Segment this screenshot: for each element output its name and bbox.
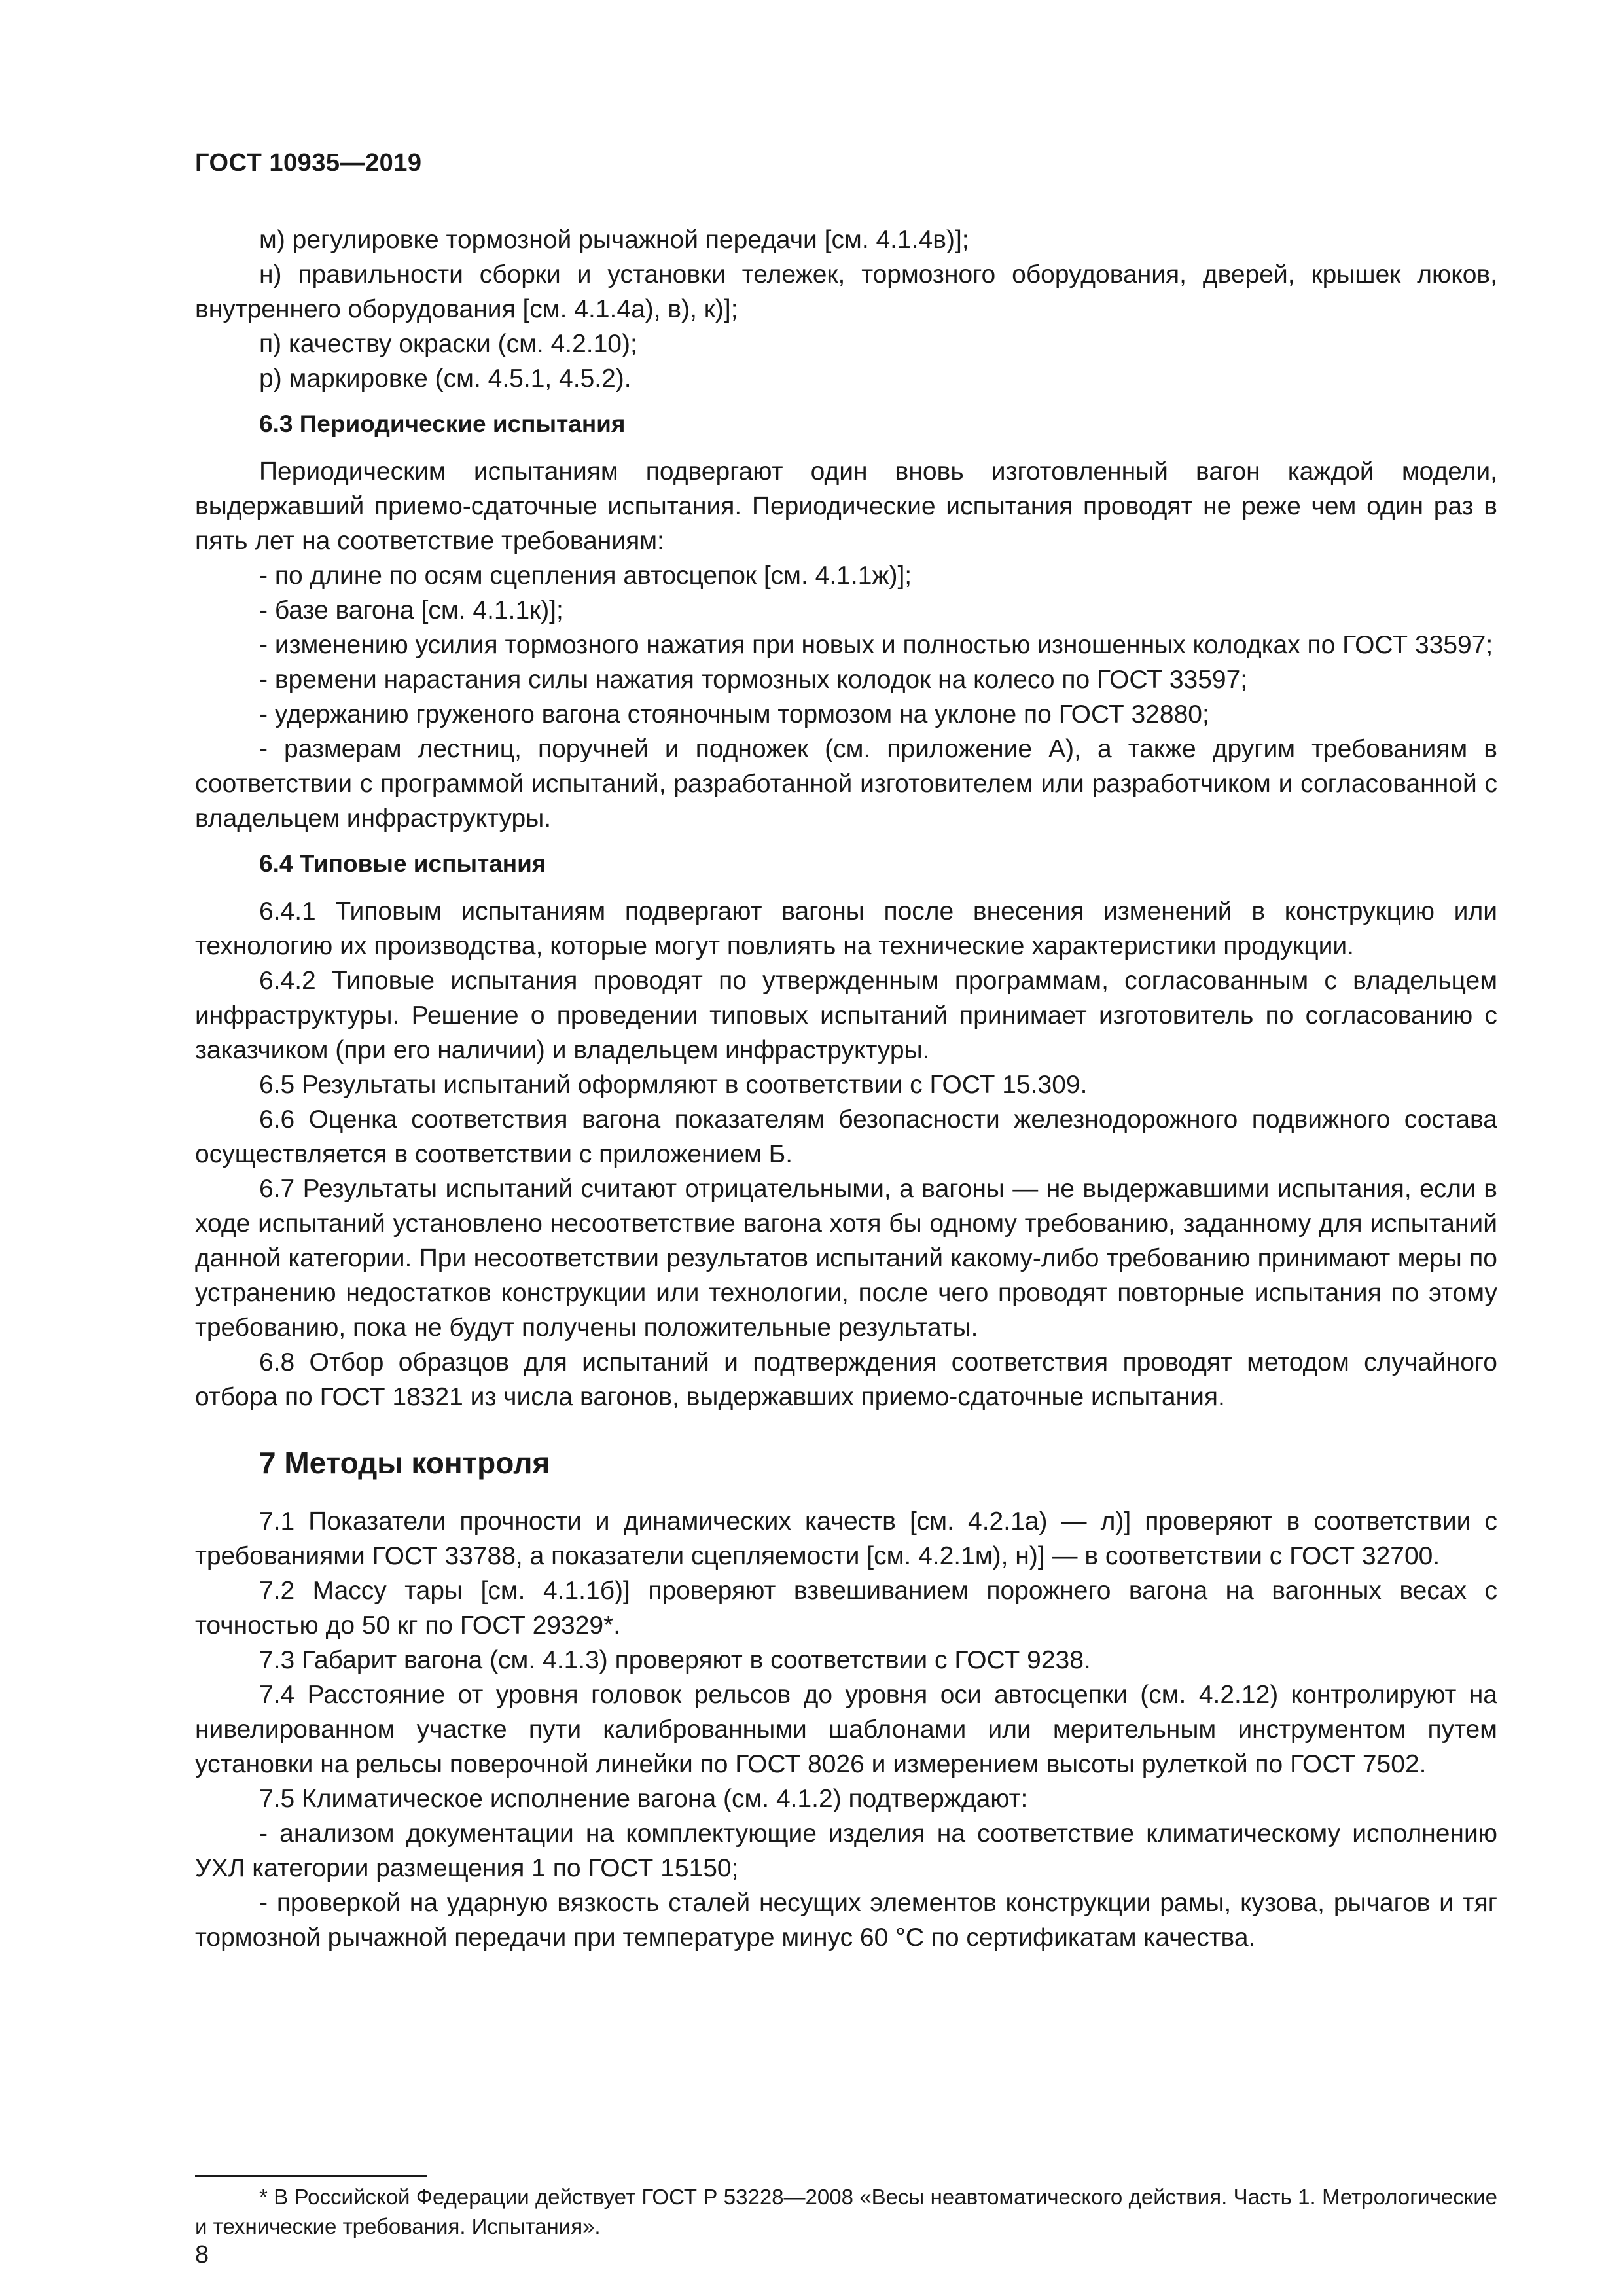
paragraph: 7.3 Габарит вагона (см. 4.1.3) проверяют в соответствии с ГОСТ 9238. [259, 1646, 1091, 1674]
section-heading: 6.3 Периодические испытания [259, 410, 626, 437]
paragraph: 7.2 Массу тары [см. 4.1.1б)] проверяют взвешиванием порожнего вагона на вагонных весах с точностью до 50 кг по ГОСТ 29329*. [195, 1577, 1497, 1640]
paragraph: - времени нарастания силы нажатия тормозных колодок на колесо по ГОСТ 33597; [259, 666, 1248, 694]
paragraph: - размерам лестниц, поручней и подножек (см. приложение А), а также другим требованиям в соответствии с программой испытаний, разработанной изготовителем или разработчиком и согласованной с владельцем инфраструктуры. [195, 735, 1497, 833]
page-number: 8 [195, 2241, 209, 2269]
paragraph: 6.8 Отбор образцов для испытаний и подтверждения соответствия проводят методом случайного отбора по ГОСТ 18321 из числа вагонов, выдержавших приемо-сдаточные испытания. [195, 1348, 1497, 1411]
paragraph: 6.7 Результаты испытаний считают отрицательными, а вагоны — не выдержавшими испытания, если в ходе испытаний установлено несоответствие вагона хотя бы одному требованию, заданному для испытаний данной категории. При несоответствии результатов испытаний какому-либо требованию принимают меры по устранению недостатков конструкции или технологии, после чего проводят повторные испытания по этому требованию, пока не будут получены положительные результаты. [195, 1175, 1497, 1342]
paragraph: - базе вагона [см. 4.1.1к)]; [259, 596, 563, 624]
footnote [195, 2182, 1497, 2241]
paragraph: - анализом документации на комплектующие изделия на соответствие климатическому исполнению УХЛ категории размещения 1 по ГОСТ 15150; [195, 1820, 1497, 1882]
footnote-separator [195, 2175, 427, 2177]
paragraph: - изменению усилия тормозного нажатия при новых и полностью изношенных колодках по ГОСТ 33597; [259, 631, 1493, 659]
paragraph: 6.6 Оценка соответствия вагона показателям безопасности железнодорожного подвижного состава осуществляется в соответствии с приложением Б. [195, 1105, 1497, 1168]
section-heading: 6.4 Типовые испытания [259, 850, 546, 877]
paragraph: - проверкой на ударную вязкость сталей несущих элементов конструкции рамы, кузова, рычагов и тяг тормозной рычажной передачи при температуре минус 60 °С по сертификатам качества. [195, 1889, 1497, 1952]
footnote-text: * В Российской Федерации действует ГОСТ Р 53228—2008 «Весы неавтоматического действия. Часть 1. Метрологические и технические требования. Испытания». [195, 2185, 1497, 2238]
paragraph: 7.5 Климатическое исполнение вагона (см. 4.1.2) подтверждают: [259, 1785, 1028, 1813]
paragraph: 6.5 Результаты испытаний оформляют в соответствии с ГОСТ 15.309. [259, 1071, 1088, 1099]
document-header: ГОСТ 10935—2019 [195, 149, 422, 177]
paragraph: 7.4 Расстояние от уровня головок рельсов до уровня оси автосцепки (см. 4.2.12) контролируют на нивелированном участке пути калиброванными шаблонами или мерительным инструментом путем установки на рельсы поверочной линейки по ГОСТ 8026 и измерением высоты рулеткой по ГОСТ 7502. [195, 1681, 1497, 1778]
paragraph: 6.4.1 Типовым испытаниям подвергают вагоны после внесения изменений в конструкцию или технологию их производства, которые могут повлиять на технические характеристики продукции. [195, 897, 1497, 960]
document-body [195, 223, 1497, 1955]
paragraph: н) правильности сборки и установки тележек, тормозного оборудования, дверей, крышек люков, внутреннего оборудования [см. 4.1.4а), в), к)]; [195, 260, 1497, 323]
paragraph: м) регулировке тормозной рычажной передачи [см. 4.1.4в)]; [259, 226, 969, 254]
chapter-heading: 7 Методы контроля [259, 1446, 550, 1480]
paragraph: р) маркировке (см. 4.5.1, 4.5.2). [259, 365, 632, 393]
paragraph: - по длине по осям сцепления автосцепок [см. 4.1.1ж)]; [259, 562, 912, 590]
paragraph: - удержанию груженого вагона стояночным тормозом на уклоне по ГОСТ 32880; [259, 700, 1209, 728]
paragraph: п) качеству окраски (см. 4.2.10); [259, 330, 637, 358]
paragraph: Периодическим испытаниям подвергают один вновь изготовленный вагон каждой модели, выдержавший приемо-сдаточные испытания. Периодические испытания проводят не реже чем один раз в пять лет на соответствие требованиям: [195, 457, 1497, 555]
paragraph: 7.1 Показатели прочности и динамических качеств [см. 4.2.1а) — л)] проверяют в соответствии с требованиями ГОСТ 33788, а показатели сцепляемости [см. 4.2.1м), н)] — в соответствии с ГОСТ 32700. [195, 1507, 1497, 1570]
paragraph: 6.4.2 Типовые испытания проводят по утвержденным программам, согласованным с владельцем инфраструктуры. Решение о проведении типовых испытаний принимает изготовитель по согласованию с заказчиком (при его наличии) и владельцем инфраструктуры. [195, 967, 1497, 1064]
